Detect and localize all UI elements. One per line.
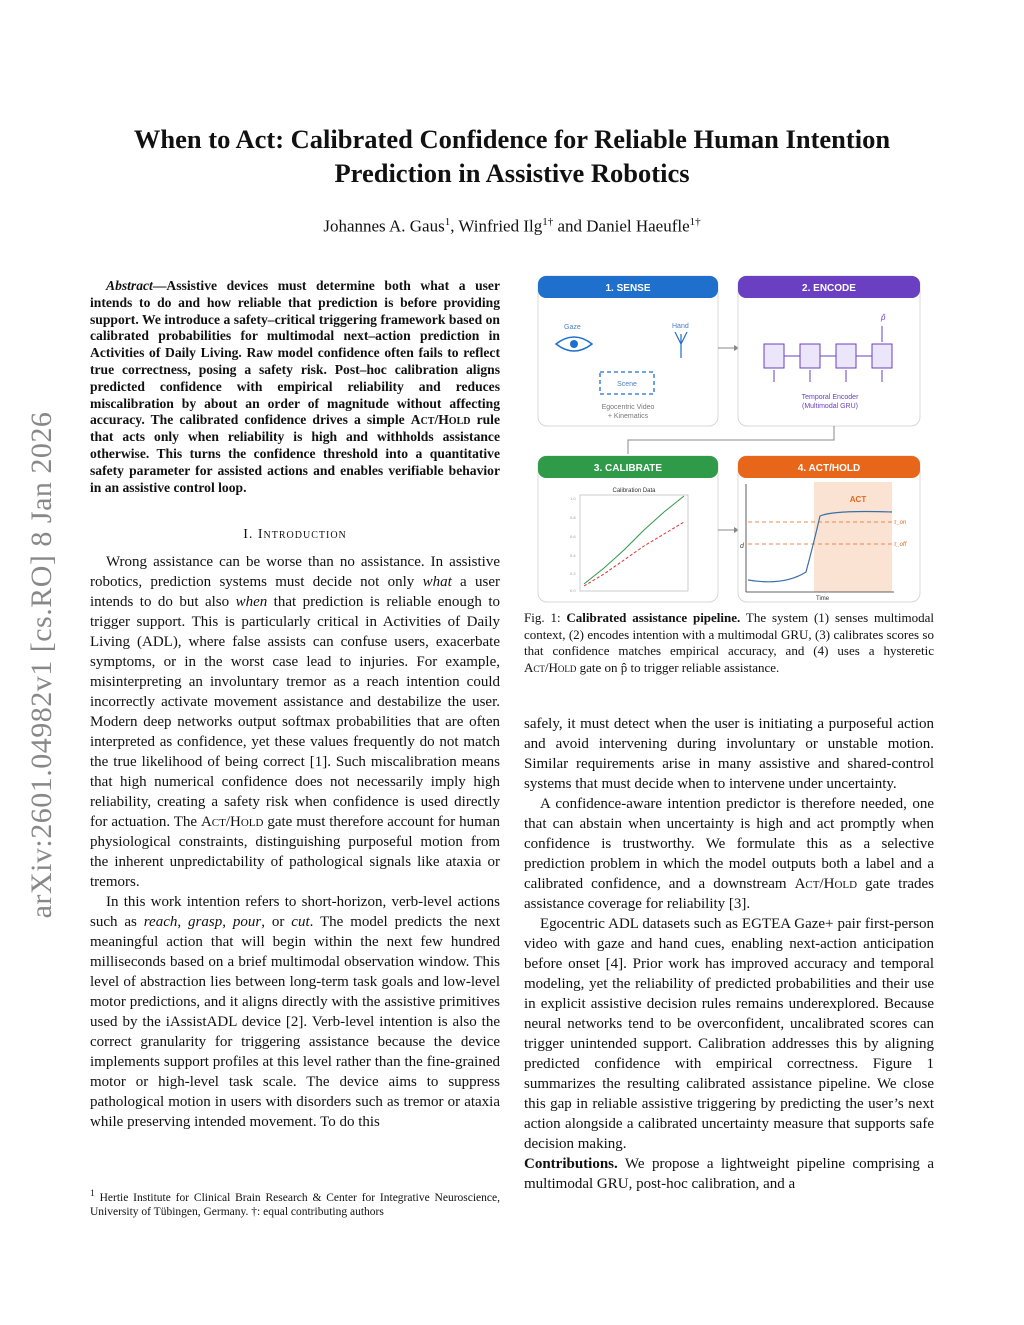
svg-text:1.0: 1.0	[570, 496, 576, 501]
svg-text:τ_off: τ_off	[894, 542, 907, 548]
svg-text:Scene: Scene	[617, 381, 637, 388]
svg-text:0.4: 0.4	[570, 553, 576, 558]
author-3: and Daniel Haeufle	[557, 216, 690, 236]
panel-calibrate	[538, 456, 718, 602]
svg-text:+ Kinematics: + Kinematics	[607, 413, 649, 420]
title-line-2: Prediction in Assistive Robotics	[334, 158, 690, 188]
svg-text:Temporal Encoder: Temporal Encoder	[801, 394, 859, 401]
svg-text:p̂: p̂	[881, 313, 886, 322]
paper-title	[100, 122, 924, 190]
figure-caption: Fig. 1: Calibrated assistance pipeline. The system (1) senses multimodal context, (2) encodes intention with a multimodal GRU, (3) calibrates scores so that confidence matches empirical accuracy, and (4) uses a hysteretic Act/Hold gate on p̂ to trigger reliable assistance.	[524, 610, 934, 675]
svg-text:Calibration Data: Calibration Data	[612, 488, 656, 494]
affiliation-footnote: $^1$ Hertie Institute for Clinical Brain Research & Center for Integrative Neuroscience, University of Tübingen, Germany. †: equal contributing authors	[90, 1188, 500, 1219]
svg-text:τ_on: τ_on	[894, 520, 907, 526]
title-line-1: When to Act: Calibrated Confidence for Reliable Human Intention	[133, 124, 891, 154]
right-paragraph-2: A confidence-aware intention predictor is therefore needed, one that can abstain when uncertainty is high and act promptly when confidence is trustworthy. We formulate this as a selective prediction problem in which the model outputs both a label and a calibrated confidence, and a downstream Act/Hold gate trades assistance coverage for reliability [3].	[524, 796, 934, 912]
panel-act-hold	[738, 456, 920, 602]
abstract: Abstract—Assistive devices must determine both what a user intends to do and how reliable that prediction is before providing support. We introduce a safety–critical triggering framework based on calibrated probabilities for multimodal next–action prediction in Activities of Daily Living. Raw model confidence often fails to reflect true correctness, posing a safety risk. Post–hoc calibration aligns predicted confidence with empirical reliability and reduces miscalibration by about an order of magnitude without affecting accuracy. The calibrated confidence drives a simple Act/Hold rule that acts only when reliability is high and withholds assistance otherwise. This turns the confidence threshold into a quantitative safety parameter for assisted actions and enables verifiable behavior in an assistive control loop.	[90, 278, 500, 495]
right-column-body	[524, 714, 934, 1194]
arxiv-sidebar	[22, 380, 62, 950]
author-1: Johannes A. Gaus	[323, 216, 445, 236]
svg-text:Time: Time	[816, 596, 830, 602]
panel-act-hold-title: 4. ACT/HOLD	[797, 463, 861, 474]
svg-text:0.0: 0.0	[570, 588, 576, 593]
section-heading-introduction: I. Introduction	[243, 527, 347, 542]
panel-sense	[538, 276, 718, 426]
arxiv-id: arXiv:2601.04982v1 [cs.RO] 8 Jan 2026	[25, 411, 58, 919]
author-2: Winfried Ilg	[458, 216, 543, 236]
intro-paragraph-1: Wrong assistance can be worse than no assistance. In assistive robotics, prediction systems must decide not only what a user intends to do but also when that prediction is reliable enough to trigger support. This is particularly critical in Activities of Daily Living (ADL), where false assists can confuse users, exacerbate symptoms, or in the worst case lead to injuries. For example, misinterpreting an involuntary tremor as a reach intention could incorrectly activate movement assistance and destabilize the user. Modern deep networks output softmax probabilities that are often interpreted as confidence, yet these values frequently do not match the true likelihood of being correct [1]. Such miscalibration means that high numerical confidence does not necessarily imply high reliability, creating a safety risk when confidence is used directly for actuation. The Act/Hold gate must therefore account for human physiological constraints, distinguishing purposeful motion from the inherent unpredictability of pathological signals like ataxia or tremors.	[90, 554, 501, 890]
svg-text:0.2: 0.2	[570, 571, 576, 576]
introduction-body	[90, 552, 500, 1132]
svg-text:ACT: ACT	[849, 495, 867, 504]
panel-encode	[738, 276, 920, 426]
right-paragraph-3: Egocentric ADL datasets such as EGTEA Gaze+ pair first-person video with gaze and hand cues, enabling next-action anticipation before onset [4]. Prior work has improved accuracy and temporal modeling, yet the reliability of predicted probabilities and their use in explicit assistive decision rules remains underexplored. Because neural networks tend to be overconfident, uncalibrated scores can trigger unintended support. Calibration addresses this by aligning predicted confidence with empirical correctness. Figure 1 summarizes the resulting calibrated assistance pipeline. We close this gap in reliable assistive triggering by predicting the user’s next action alongside a calibrated uncertainty measure that supports safe decision making.	[524, 916, 934, 1152]
abstract-label: Abstract	[106, 278, 153, 293]
pipeline-figure	[534, 272, 926, 606]
svg-text:Egocentric Video: Egocentric Video	[601, 404, 655, 411]
svg-text:(Multimodal GRU): (Multimodal GRU)	[801, 403, 859, 410]
svg-text:d: d	[740, 543, 744, 550]
panel-calibrate-title: 3. CALIBRATE	[593, 463, 663, 474]
svg-text:Gaze: Gaze	[564, 324, 581, 331]
panel-sense-title: 1. SENSE	[605, 283, 651, 294]
right-paragraph-1: safely, it must detect when the user is initiating a purposeful action and avoid intervening during involuntary or unstable motion. Similar requirements arise in many assistive and shared-control systems that must decide when to intervene under uncertainty.	[524, 716, 934, 792]
svg-text:0.6: 0.6	[570, 534, 576, 539]
intro-paragraph-2: In this work intention refers to short-horizon, verb-level actions such as reach, grasp, pour, or cut. The model predicts the next meaningful action that will begin within the next few hundred milliseconds based on a brief multimodal observation window. This level of abstraction lies between long-term task goals and low-level motor predictions, and it aligns directly with the assistive primitives used by the iAssistADL device [2]. Verb-level intention is also the correct granularity for triggering assistance because the device implements support profiles at this level rather than the fine-grained motor or high-level task scale. The device aims to suppress pathological motion in users with disorders such as tremor or ataxia while preserving intended movement. To do this	[90, 894, 501, 1130]
author-list: Johannes A. Gaus$^1$, Winfried Ilg$^{1\dagger}$ and Daniel Haeufle$^{1\dagger}$	[323, 216, 701, 236]
svg-text:0.8: 0.8	[570, 515, 576, 520]
panel-encode-title: 2. ENCODE	[802, 283, 856, 294]
svg-text:Hand: Hand	[672, 323, 689, 330]
contributions-paragraph: Contributions. We propose a lightweight pipeline comprising a multimodal GRU, post-hoc calibration, and a	[524, 1156, 934, 1192]
